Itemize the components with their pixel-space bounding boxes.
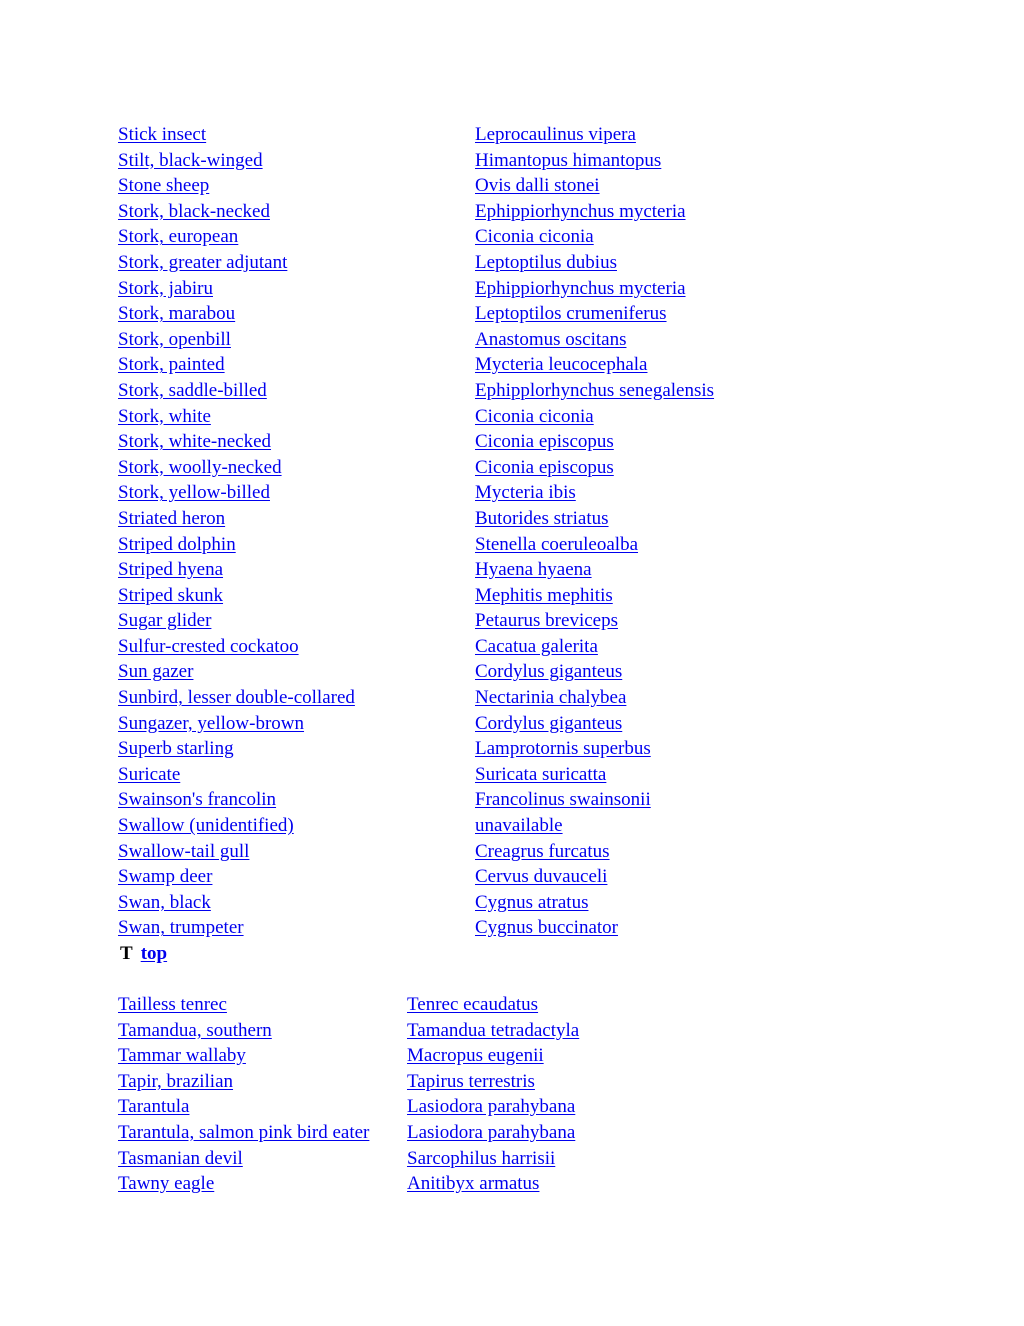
table-row: [118, 1146, 579, 1172]
common-name-link[interactable]: Stork, openbill: [118, 328, 231, 350]
table-row: [118, 301, 714, 327]
scientific-name-link[interactable]: Lamprotornis superbus: [475, 738, 651, 760]
common-name-link[interactable]: Sunbird, lesser double-collared: [118, 687, 355, 709]
scientific-name-link[interactable]: Cordylus giganteus: [475, 661, 623, 683]
species-table-t: [118, 992, 579, 1197]
section-header-t: [120, 941, 167, 967]
common-name-link[interactable]: Stork, saddle-billed: [118, 379, 267, 401]
table-row: [118, 429, 714, 455]
table-row: [118, 583, 714, 609]
scientific-name-link[interactable]: Nectarinia chalybea: [475, 687, 627, 709]
top-link[interactable]: top: [140, 943, 168, 964]
table-row: [118, 1043, 579, 1069]
common-name-link[interactable]: Stork, black-necked: [118, 200, 270, 222]
scientific-name-link[interactable]: Ovis dalli stonei: [475, 175, 600, 197]
scientific-name-link[interactable]: Anitibyx armatus: [407, 1173, 540, 1195]
common-name-link[interactable]: Stilt, black-winged: [118, 149, 263, 171]
table-row: [118, 1120, 579, 1146]
table-row: [118, 711, 714, 737]
table-row: [118, 1069, 579, 1095]
common-name-link[interactable]: Stork, painted: [118, 354, 225, 376]
scientific-name-link[interactable]: Francolinus swainsonii: [475, 789, 651, 811]
table-row: [118, 1018, 579, 1044]
table-row: [118, 864, 714, 890]
common-name-link[interactable]: Tarantula, salmon pink bird eater: [118, 1121, 370, 1143]
common-name-link[interactable]: Stone sheep: [118, 175, 210, 197]
common-name-link[interactable]: Swallow-tail gull: [118, 840, 250, 862]
scientific-name-link[interactable]: Creagrus furcatus: [475, 840, 610, 862]
common-name-link[interactable]: Superb starling: [118, 738, 234, 760]
table-row: [118, 480, 714, 506]
common-name-link[interactable]: Tarantula: [118, 1096, 190, 1118]
scientific-name-link[interactable]: Ciconia ciconia: [475, 226, 594, 248]
common-name-link[interactable]: Tamandua, southern: [118, 1019, 272, 1041]
table-row: [118, 608, 714, 634]
scientific-name-link[interactable]: Cygnus atratus: [475, 891, 589, 913]
scientific-name-link[interactable]: Tenrec ecaudatus: [407, 994, 539, 1015]
scientific-name-link[interactable]: Cygnus buccinator: [475, 917, 619, 939]
common-name-link[interactable]: Tawny eagle: [118, 1173, 215, 1195]
common-name-link[interactable]: Striped dolphin: [118, 533, 236, 555]
table-row: [118, 762, 714, 788]
table-row: [118, 557, 714, 583]
common-name-link[interactable]: Swainson's francolin: [118, 789, 277, 811]
common-name-link[interactable]: Stork, jabiru: [118, 277, 213, 299]
scientific-name-link[interactable]: Petaurus breviceps: [475, 610, 618, 632]
common-name-link[interactable]: Tammar wallaby: [118, 1045, 246, 1067]
scientific-name-link[interactable]: Tamandua tetradactyla: [407, 1019, 580, 1041]
scientific-name-link[interactable]: Leptoptilos crumeniferus: [475, 303, 667, 325]
table-row: [118, 122, 714, 148]
common-name-link[interactable]: Tapir, brazilian: [118, 1070, 234, 1092]
scientific-name-link[interactable]: Ciconia episcopus: [475, 456, 614, 478]
common-name-link[interactable]: Stork, marabou: [118, 303, 236, 325]
scientific-name-link[interactable]: Mephitis mephitis: [475, 584, 613, 606]
common-name-link[interactable]: Striped skunk: [118, 584, 224, 606]
common-name-link[interactable]: Stick insect: [118, 124, 207, 145]
scientific-name-link[interactable]: Butorides striatus: [475, 507, 609, 529]
common-name-link[interactable]: Sun gazer: [118, 661, 194, 683]
table-row: [118, 685, 714, 711]
common-name-link[interactable]: Swallow (unidentified): [118, 815, 294, 837]
table-row: [118, 839, 714, 865]
table-row: [118, 992, 579, 1018]
common-name-link[interactable]: Swamp deer: [118, 866, 213, 888]
scientific-name-link[interactable]: Lasiodora parahybana: [407, 1121, 576, 1143]
scientific-name-link[interactable]: unavailable: [475, 815, 563, 837]
table-row: [118, 890, 714, 916]
common-name-link[interactable]: Swan, trumpeter: [118, 917, 244, 939]
scientific-name-link[interactable]: Hyaena hyaena: [475, 559, 592, 581]
table-row: [118, 532, 714, 558]
table-row: [118, 506, 714, 532]
scientific-name-link[interactable]: Anastomus oscitans: [475, 328, 627, 350]
table-row: [118, 224, 714, 250]
common-name-link[interactable]: Striated heron: [118, 507, 226, 529]
common-name-link[interactable]: Sulfur-crested cockatoo: [118, 635, 299, 657]
scientific-name-link[interactable]: Ciconia episcopus: [475, 431, 614, 453]
table-row: [118, 787, 714, 813]
common-name-link[interactable]: Stork, white-necked: [118, 431, 272, 453]
table-row: [118, 659, 714, 685]
common-name-link[interactable]: Stork, european: [118, 226, 239, 248]
scientific-name-link[interactable]: Sarcophilus harrisii: [407, 1147, 556, 1169]
common-name-link[interactable]: Stork, white: [118, 405, 211, 427]
table-row: [118, 634, 714, 660]
common-name-link[interactable]: Striped hyena: [118, 559, 224, 581]
scientific-name-link[interactable]: Cacatua galerita: [475, 635, 598, 657]
common-name-link[interactable]: Sungazer, yellow-brown: [118, 712, 305, 734]
scientific-name-link[interactable]: Ephipplorhynchus senegalensis: [475, 379, 715, 401]
scientific-name-link[interactable]: Cervus duvauceli: [475, 866, 608, 888]
common-name-link[interactable]: Tailless tenrec: [118, 994, 227, 1015]
table-row: [118, 404, 714, 430]
common-name-link[interactable]: Stork, greater adjutant: [118, 251, 288, 273]
scientific-name-link[interactable]: Ephippiorhynchus mycteria: [475, 277, 686, 299]
table-row: [118, 250, 714, 276]
table-row: [118, 199, 714, 225]
section-letter: T: [120, 943, 133, 964]
table-row: [118, 455, 714, 481]
scientific-name-link[interactable]: Leprocaulinus vipera: [475, 124, 636, 145]
scientific-name-link[interactable]: Ephippiorhynchus mycteria: [475, 200, 686, 222]
table-row: [118, 1171, 579, 1197]
table-row: [118, 736, 714, 762]
scientific-name-link[interactable]: Tapirus terrestris: [407, 1070, 535, 1092]
scientific-name-link[interactable]: Macropus eugenii: [407, 1045, 544, 1067]
table-row: [118, 148, 714, 174]
table-row: [118, 327, 714, 353]
table-row: [118, 173, 714, 199]
scientific-name-link[interactable]: Suricata suricatta: [475, 763, 607, 785]
scientific-name-link[interactable]: Cordylus giganteus: [475, 712, 623, 734]
common-name-link[interactable]: Swan, black: [118, 891, 211, 913]
table-row: [118, 276, 714, 302]
table-row: [118, 813, 714, 839]
table-row: [118, 352, 714, 378]
common-name-link[interactable]: Stork, woolly-necked: [118, 456, 282, 478]
scientific-name-link[interactable]: Lasiodora parahybana: [407, 1096, 576, 1118]
common-name-link[interactable]: Tasmanian devil: [118, 1147, 243, 1169]
common-name-link[interactable]: Suricate: [118, 763, 181, 785]
table-row: [118, 1094, 579, 1120]
table-row: [118, 915, 714, 941]
common-name-link[interactable]: Sugar glider: [118, 610, 212, 632]
scientific-name-link[interactable]: Ciconia ciconia: [475, 405, 594, 427]
scientific-name-link[interactable]: Mycteria ibis: [475, 482, 576, 504]
scientific-name-link[interactable]: Himantopus himantopus: [475, 149, 662, 171]
scientific-name-link[interactable]: Mycteria leucocephala: [475, 354, 648, 376]
scientific-name-link[interactable]: Stenella coeruleoalba: [475, 533, 639, 555]
table-row: [118, 378, 714, 404]
scientific-name-link[interactable]: Leptoptilus dubius: [475, 251, 617, 273]
common-name-link[interactable]: Stork, yellow-billed: [118, 482, 270, 504]
species-table-s: [118, 122, 714, 941]
